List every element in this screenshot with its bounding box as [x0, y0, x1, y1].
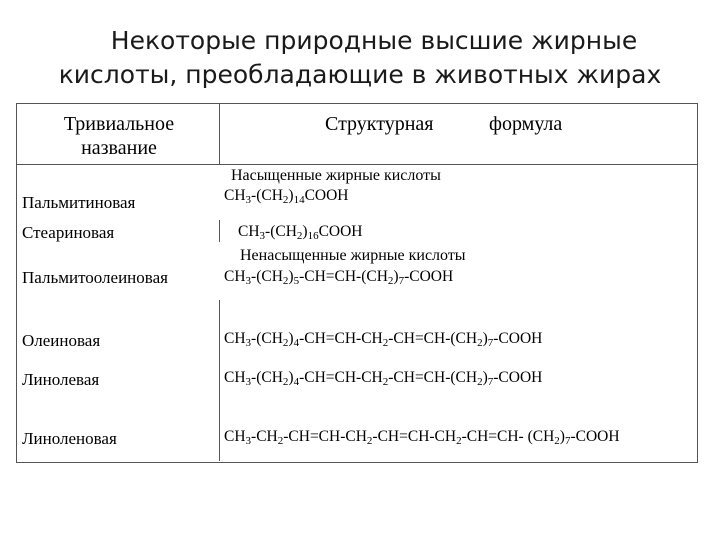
formula-text: -(CH	[251, 268, 283, 285]
formula-text: )	[288, 369, 294, 386]
formula-subscript: 2	[282, 376, 289, 388]
formula-subscript: 2	[554, 435, 560, 447]
header-trivial-name-line2: название	[81, 137, 157, 159]
formula-text: )	[482, 369, 488, 386]
header-formula: формула	[489, 113, 563, 135]
formula-subscript: 3	[245, 194, 252, 206]
formula-text: -(CH	[251, 187, 283, 204]
header-trivial-name	[24, 112, 214, 160]
formula-text: -COOH	[493, 369, 543, 386]
header-trivial-name-line1: Тривиальное	[63, 113, 175, 135]
acid-formula	[224, 186, 349, 206]
formula-text: -COOH	[404, 268, 454, 285]
section-unsaturated: Ненасыщенные жирные кислоты	[240, 247, 466, 264]
column-divider-segment	[219, 220, 220, 242]
formula-text: CH	[224, 187, 246, 204]
formula-text: -CH=CH-CH	[283, 428, 367, 445]
formula-text: CH	[224, 428, 246, 445]
formula-text: )	[393, 268, 399, 285]
formula-subscript: 2	[277, 435, 284, 447]
formula-text: -CH=CH-CH	[372, 428, 457, 445]
formula-subscript: 7	[487, 337, 494, 349]
formula-text: -COOH	[570, 428, 620, 445]
formula-subscript: 2	[282, 194, 289, 206]
formula-subscript: 2	[366, 435, 373, 447]
formula-subscript: 3	[245, 337, 252, 349]
formula-subscript: 5	[293, 275, 300, 287]
formula-text: COOH	[304, 187, 349, 204]
formula-subscript: 7	[398, 275, 405, 287]
formula-subscript: 3	[245, 376, 252, 388]
formula-subscript: 2	[282, 337, 289, 349]
formula-subscript: 2	[477, 337, 483, 349]
formula-subscript: 3	[259, 230, 266, 242]
formula-text: -CH=CH-(CH	[388, 330, 478, 347]
slide-title	[0, 24, 720, 92]
formula-text: CH	[224, 268, 246, 285]
acid-formula	[224, 329, 542, 349]
formula-subscript: 4	[293, 376, 300, 388]
formula-subscript: 2	[382, 376, 389, 388]
formula-text: -CH	[251, 428, 278, 445]
formula-text: -CH=CH- (CH	[461, 428, 555, 445]
title-line-2: кислоты, преобладающие в животных жирах	[58, 60, 662, 89]
formula-text: CH	[224, 369, 246, 386]
acid-formula	[224, 267, 453, 287]
acid-name: Стеариновая	[22, 223, 115, 242]
acid-name: Пальмитиновая	[22, 193, 136, 212]
formula-text: )	[559, 428, 565, 445]
acid-formula	[224, 427, 620, 447]
formula-text: -(CH	[251, 330, 283, 347]
formula-text: -(CH	[251, 369, 283, 386]
formula-text: -COOH	[493, 330, 543, 347]
formula-text: )	[288, 268, 294, 285]
column-divider-header	[219, 103, 220, 164]
formula-text: -CH=CH-CH	[299, 330, 383, 347]
header-divider	[16, 164, 697, 165]
formula-subscript: 2	[477, 376, 483, 388]
title-line-1: Некоторые природные высшие жирные	[110, 26, 638, 55]
column-divider-lower	[219, 300, 220, 461]
formula-text: -CH=CH-(CH	[299, 268, 388, 285]
acid-name: Линоленовая	[22, 429, 117, 448]
acid-name: Линолевая	[22, 370, 100, 389]
formula-subscript: 3	[245, 435, 252, 447]
acid-formula	[224, 368, 542, 388]
formula-text: -CH=CH-CH	[299, 369, 383, 386]
formula-subscript: 3	[245, 275, 252, 287]
formula-subscript: 2	[456, 435, 462, 447]
formula-text: CH	[224, 330, 246, 347]
formula-subscript: 2	[282, 275, 289, 287]
formula-subscript: 7	[564, 435, 571, 447]
formula-text: CH	[238, 223, 260, 240]
section-saturated: Насыщенные жирные кислоты	[231, 167, 441, 184]
formula-text: )	[302, 223, 308, 240]
formula-text: -CH=CH-(CH	[388, 369, 478, 386]
formula-subscript: 2	[387, 275, 394, 287]
acid-name: Олеиновая	[22, 331, 101, 350]
formula-text: )	[482, 330, 488, 347]
acid-formula	[238, 222, 363, 242]
formula-subscript: 2	[296, 230, 303, 242]
formula-subscript: 4	[293, 337, 300, 349]
formula-text: )	[288, 187, 294, 204]
formula-text: )	[288, 330, 294, 347]
formula-subscript: 7	[487, 376, 494, 388]
header-structural: Структурная	[325, 113, 434, 135]
acid-name: Пальмитоолеиновая	[22, 268, 168, 287]
formula-subscript: 2	[382, 337, 389, 349]
formula-text: COOH	[318, 223, 363, 240]
formula-subscript: 16	[307, 230, 319, 242]
formula-subscript: 14	[293, 194, 305, 206]
formula-text: -(CH	[265, 223, 297, 240]
